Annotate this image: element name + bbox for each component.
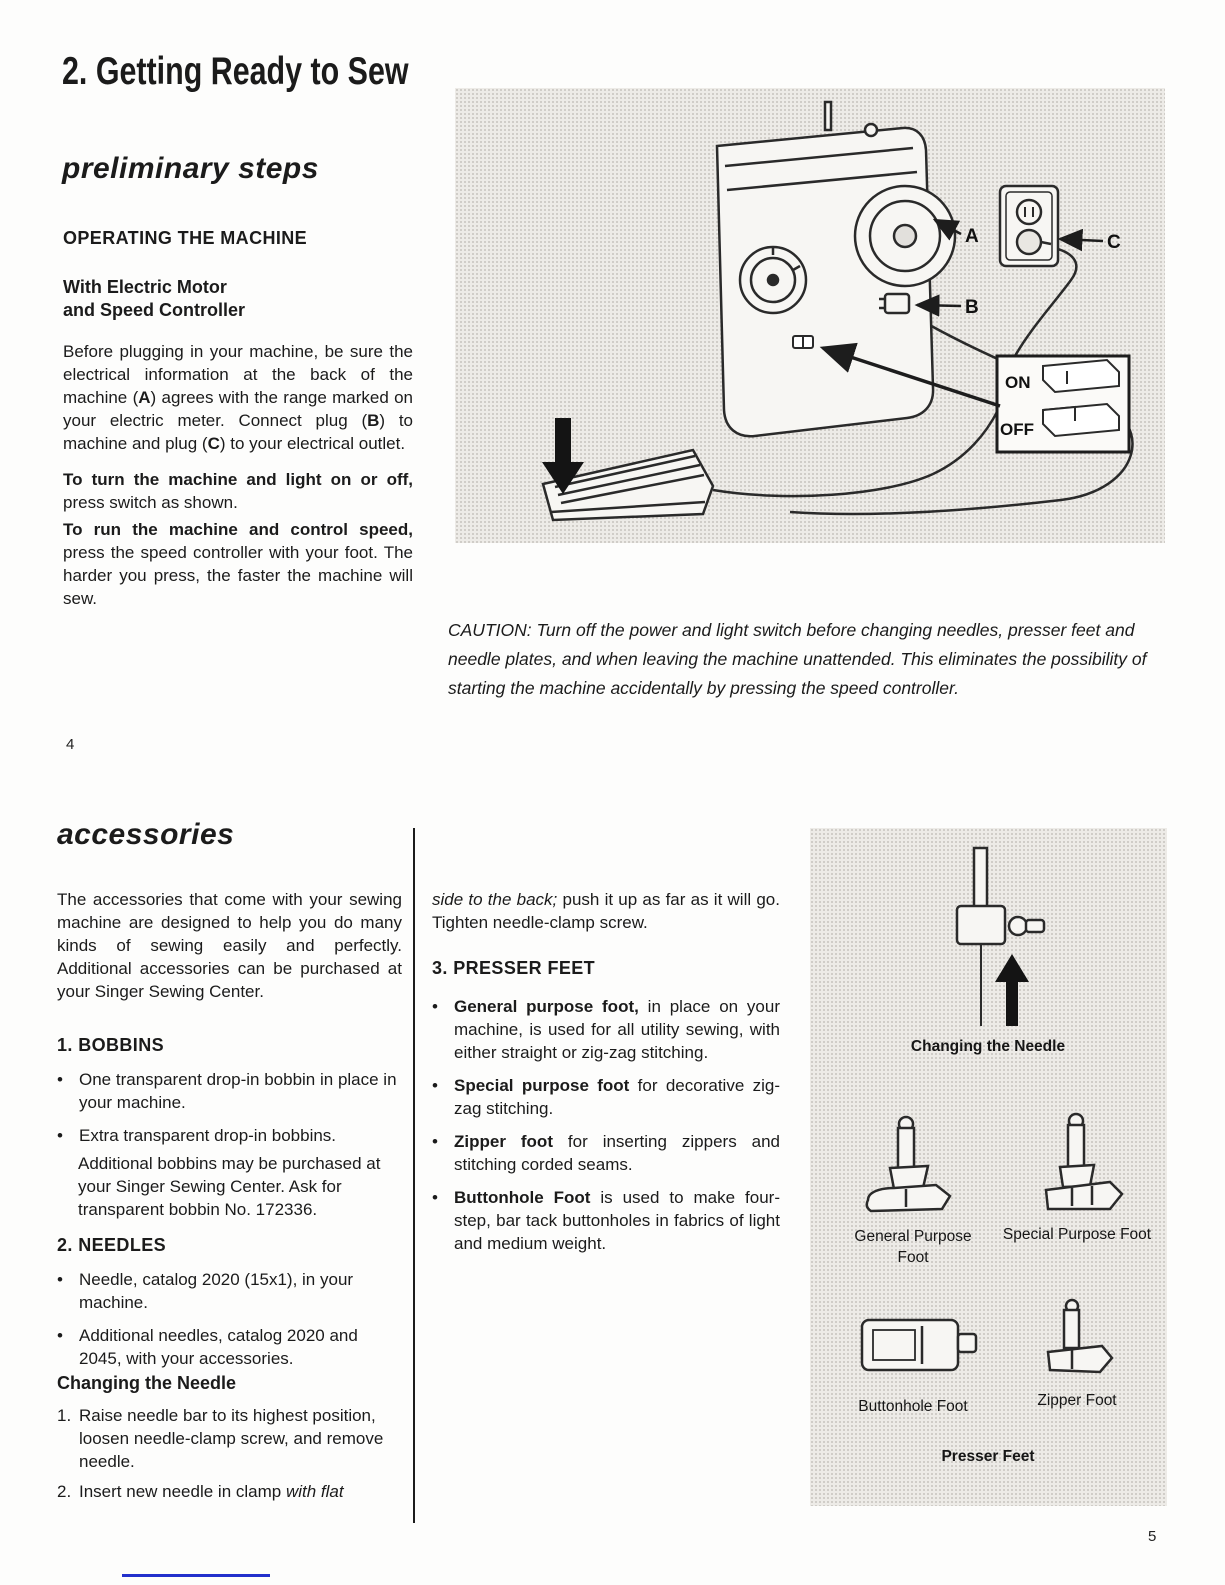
item-bold: Special purpose foot xyxy=(454,1076,630,1095)
heading-bobbins: 1. BOBBINS xyxy=(57,1035,165,1055)
heading-presser-feet: 3. PRESSER FEET xyxy=(432,958,596,978)
needles-list xyxy=(57,1268,402,1380)
item-bold: Zipper foot xyxy=(454,1132,553,1151)
list-item xyxy=(57,1324,402,1370)
machine-setup-figure xyxy=(455,88,1165,543)
list-item-text: • Additional needles, catalog 2020 and 2045, with your accessories. xyxy=(79,1326,358,1368)
sewing-machine-illustration xyxy=(455,88,1165,543)
heading-electric-motor-line1: With Electric Motor xyxy=(63,277,227,297)
step-number: 2. xyxy=(57,1482,72,1501)
caption-general-purpose-foot: General Purpose Foot xyxy=(854,1228,972,1266)
step-text xyxy=(79,1480,344,1503)
paragraph-text: press the speed controller with your foot. The harder you press, the faster the machine will sew. xyxy=(63,543,413,608)
step-text-normal: Insert new needle in clamp xyxy=(79,1482,286,1501)
label-c-ref: C xyxy=(207,434,220,453)
step-number: 1. xyxy=(57,1406,72,1425)
list-item-text xyxy=(454,1186,780,1255)
off-label: OFF xyxy=(1000,420,1034,439)
step-text-italic: with flat xyxy=(285,1482,344,1501)
caution-paragraph: CAUTION: Turn off the power and light switch before changing needles, presser feet and needle plates, and when leaving the machine unattended. This eliminates the possibility of starting the machine accidentally by pressing the speed controller. xyxy=(448,620,1147,698)
heading-electric-motor-line2: and Speed Controller xyxy=(63,300,246,320)
caption-presser-feet: Presser Feet xyxy=(941,1448,1035,1465)
paragraph-text: ) to your electrical outlet. xyxy=(219,434,406,453)
needle-clamp-illustration xyxy=(957,848,1044,1026)
step-item xyxy=(57,1480,405,1503)
list-item-text: • Needle, catalog 2020 (15x1), in your machine. xyxy=(79,1270,354,1312)
paragraph-lead-bold: To run the machine and control speed, xyxy=(63,520,413,539)
on-off-switch-inset xyxy=(997,356,1129,452)
list-item xyxy=(432,1186,780,1255)
caption-buttonhole-foot: Buttonhole Foot xyxy=(858,1398,968,1415)
list-item-text xyxy=(454,995,780,1064)
list-item xyxy=(57,1124,402,1147)
page-number-4: 4 xyxy=(66,736,75,753)
callout-b: B xyxy=(965,297,979,318)
caption-special-purpose-foot: Special Purpose Foot xyxy=(1002,1226,1152,1243)
section-title-accessories: accessories xyxy=(57,818,235,851)
label-b-ref: B xyxy=(367,411,380,430)
paragraph-text: Before plugging in your machine, be sure the electrical information at the back of the machine ( xyxy=(63,342,413,407)
needle-up-arrow xyxy=(995,954,1029,1026)
chapter-title: 2. Getting Ready to Sew xyxy=(62,50,409,93)
item-rest: in place on your machine, is used for all utility sewing, with either straight or zig-zag stitching. xyxy=(454,997,780,1062)
item-rest: is used to make four-step, bar tack buttonholes in fabrics of light and medium weight. xyxy=(454,1188,780,1253)
heading-changing-the-needle: Changing the Needle xyxy=(57,1373,237,1393)
changing-needle-steps xyxy=(57,1404,405,1510)
section-title-preliminary-steps: preliminary steps xyxy=(62,152,319,185)
special-purpose-foot-illustration xyxy=(1046,1114,1122,1209)
list-item-text: • Extra transparent drop-in bobbins. xyxy=(79,1126,337,1145)
step-text: Raise needle bar to its highest position, loosen needle-clamp screw, and remove needle. xyxy=(79,1406,384,1471)
step-item xyxy=(57,1404,405,1473)
machine-light-switch xyxy=(793,336,813,348)
accessories-figure xyxy=(810,828,1167,1506)
paragraph-text: ) agrees with the range marked on your electric meter. Connect plug ( xyxy=(63,388,413,430)
list-item xyxy=(432,1074,780,1120)
paragraph-before-plugging xyxy=(63,340,413,455)
list-item xyxy=(432,1130,780,1176)
buttonhole-foot-illustration xyxy=(862,1320,976,1370)
handwheel xyxy=(855,186,955,286)
list-item xyxy=(57,1068,402,1114)
list-item-text: • One transparent drop-in bobbin in place in your machine. xyxy=(79,1070,397,1112)
list-item-text xyxy=(454,1130,780,1176)
on-label: ON xyxy=(1005,373,1031,392)
paragraph-control-speed xyxy=(63,518,413,610)
accessories-intro: The accessories that come with your sewing machine are designed to help you do many kinds of sewing easily and perfectly. Additional accessories can be purchased at your Singer Sewing Center. xyxy=(57,890,402,1001)
list-item-text xyxy=(454,1074,780,1120)
continuation-rest: push it up as far as it will go. Tighten needle-clamp screw. xyxy=(432,890,780,932)
label-a-ref: A xyxy=(138,388,151,407)
bobbins-list xyxy=(57,1068,402,1157)
item-bold: General purpose foot, xyxy=(454,997,639,1016)
heading-electric-motor xyxy=(63,276,245,322)
callout-a: A xyxy=(965,226,979,247)
item-bold: Buttonhole Foot xyxy=(454,1188,591,1207)
zipper-foot-illustration xyxy=(1048,1300,1112,1372)
wall-outlet xyxy=(1000,186,1058,266)
item-rest: for inserting zippers and stitching corded seams. xyxy=(454,1132,781,1174)
continuation-italic: side to the back; xyxy=(432,890,558,909)
paragraph-lead-bold: To turn the machine and light on or off, xyxy=(63,470,413,489)
heading-needles: 2. NEEDLES xyxy=(57,1235,167,1255)
general-purpose-foot-illustration xyxy=(867,1117,950,1211)
paragraph-text: press switch as shown. xyxy=(63,493,238,512)
stitch-dial xyxy=(740,247,806,313)
footer-link-underline[interactable] xyxy=(122,1574,270,1577)
page-number-5: 5 xyxy=(1148,1528,1157,1545)
bobbins-note: Additional bobbins may be purchased at your Singer Sewing Center. Ask for transparent bobbin No. 172336. xyxy=(78,1154,381,1219)
callout-c: C xyxy=(1107,232,1121,253)
continuation-paragraph xyxy=(432,888,780,934)
paragraph-turn-on-off xyxy=(63,468,413,514)
item-rest: for decorative zig-zag stitching. xyxy=(454,1076,780,1118)
caption-changing-the-needle: Changing the Needle xyxy=(910,1038,1066,1055)
heading-operating-the-machine: OPERATING THE MACHINE xyxy=(63,228,308,248)
caption-zipper-foot: Zipper Foot xyxy=(1037,1392,1117,1409)
column-divider xyxy=(413,828,415,1523)
paragraph-text: ) to machine and plug ( xyxy=(63,411,413,453)
presser-feet-list xyxy=(432,995,780,1265)
list-item xyxy=(57,1268,402,1314)
list-item xyxy=(432,995,780,1064)
